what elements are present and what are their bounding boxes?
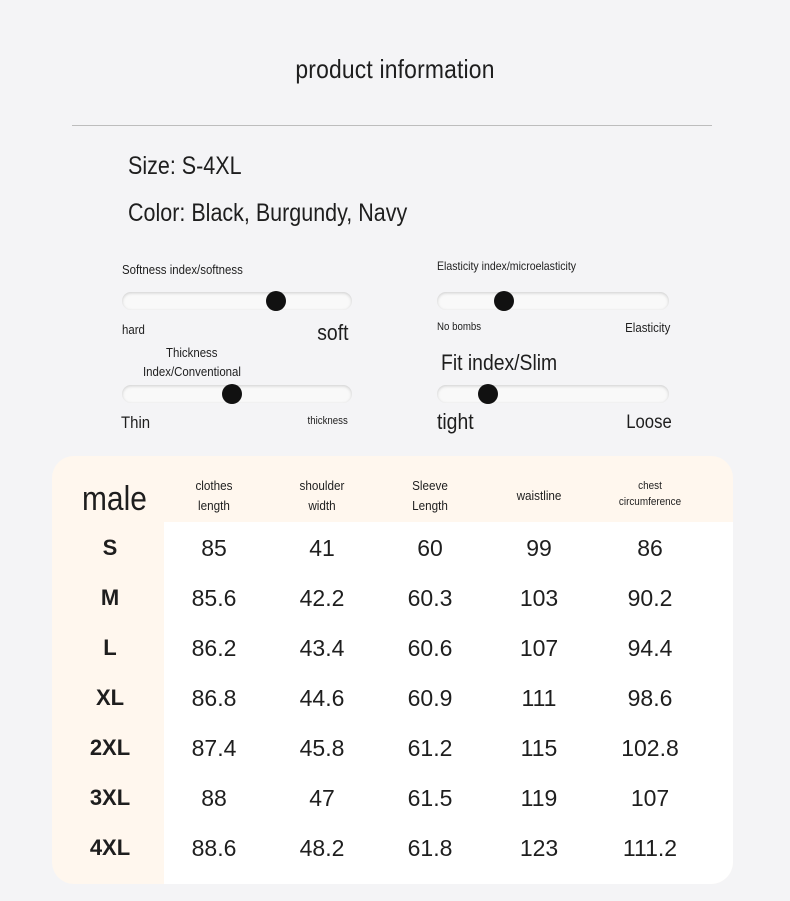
measurement-cell: 88	[201, 785, 227, 811]
measurement-cell: 60.3	[407, 585, 453, 611]
thickness-left-label: Thin	[121, 413, 151, 432]
measurement-cell: 44.6	[299, 685, 345, 711]
fit-knob	[478, 384, 498, 404]
table-row	[52, 723, 733, 773]
softness-left-label: hard	[122, 322, 145, 337]
measurement-cell: 61.5	[407, 785, 453, 811]
measurement-cell: 99	[526, 535, 552, 561]
measurement-cell: 90.2	[627, 585, 673, 611]
softness-knob	[266, 291, 286, 311]
table-header-cell: chest circumference	[618, 480, 682, 508]
measurement-cell: 107	[630, 785, 670, 811]
measurement-cell: 111.2	[622, 835, 678, 861]
softness-slider	[122, 292, 352, 310]
size-cell: 2XL	[89, 735, 131, 760]
measurement-cell: 86.2	[191, 635, 237, 661]
measurement-cell: 48.2	[299, 835, 345, 861]
fit-left-label: tight	[437, 409, 474, 434]
measurement-cell: 61.2	[407, 735, 453, 761]
measurement-cell: 119	[520, 785, 558, 811]
table-corner-label: male	[82, 480, 147, 518]
measurement-cell: 61.8	[407, 835, 453, 861]
measurement-cell: 103	[519, 585, 559, 611]
measurement-cell: 60.6	[407, 635, 453, 661]
table-header-cell: shoulder width	[299, 478, 345, 513]
color-spec: Color: Black, Burgundy, Navy	[128, 199, 408, 227]
measurement-cell: 88.6	[191, 835, 237, 861]
elasticity-knob	[494, 291, 514, 311]
fit-title: Fit index/Slim	[441, 350, 558, 375]
size-cell: S	[102, 535, 118, 560]
measurement-cell: 123	[519, 835, 559, 861]
size-cell: M	[100, 585, 120, 610]
elasticity-slider	[437, 292, 669, 310]
measurement-cell: 86.8	[191, 685, 237, 711]
elasticity-right-label: Elasticity	[624, 320, 670, 335]
size-cell: 3XL	[89, 785, 131, 810]
measurement-cell: 115	[520, 735, 558, 761]
measurement-cell: 94.4	[627, 635, 673, 661]
measurement-cell: 85	[201, 535, 227, 561]
table-row	[52, 823, 733, 873]
fit-slider	[437, 385, 669, 403]
measurement-cell: 98.6	[627, 685, 673, 711]
size-cell: L	[103, 635, 117, 660]
thickness-right-label: thickness	[307, 415, 348, 427]
measurement-cell: 86	[637, 535, 663, 561]
size-spec: Size: S-4XL	[128, 152, 242, 180]
table-row	[52, 773, 733, 823]
measurement-cell: 102.8	[621, 735, 679, 761]
softness-title: Softness index/softness	[122, 262, 243, 277]
softness-right-label: soft	[316, 320, 348, 345]
measurement-cell: 42.2	[299, 585, 345, 611]
thickness-knob	[222, 384, 242, 404]
measurement-cell: 85.6	[191, 585, 237, 611]
measurement-cell: 87.4	[191, 735, 237, 761]
table-row	[52, 573, 733, 623]
table-header-cell: Sleeve Length	[412, 478, 448, 513]
page-title: product information	[295, 54, 495, 84]
measurement-cell: 45.8	[299, 735, 345, 761]
measurement-cell: 60.9	[407, 685, 453, 711]
elasticity-title: Elasticity index/microelasticity	[437, 259, 577, 273]
size-table	[52, 456, 733, 884]
thickness-title-line2: Index/Conventional	[143, 364, 241, 379]
table-row	[52, 673, 733, 723]
size-cell: 4XL	[89, 835, 131, 860]
elasticity-left-label: No bombs	[437, 321, 482, 333]
measurement-cell: 111	[521, 685, 557, 711]
table-row	[52, 523, 733, 573]
table-header-cell: clothes length	[195, 478, 233, 513]
fit-right-label: Loose	[626, 412, 672, 433]
size-cell: XL	[95, 685, 125, 710]
measurement-cell: 41	[309, 535, 335, 561]
table-header-cell: waistline	[516, 488, 562, 503]
measurement-cell: 47	[309, 785, 335, 811]
thickness-title-line1: Thickness	[166, 345, 218, 360]
table-row	[52, 623, 733, 673]
measurement-cell: 43.4	[299, 635, 345, 661]
thickness-slider	[122, 385, 352, 403]
measurement-cell: 107	[519, 635, 559, 661]
measurement-cell: 60	[417, 535, 443, 561]
title-divider	[72, 125, 712, 126]
